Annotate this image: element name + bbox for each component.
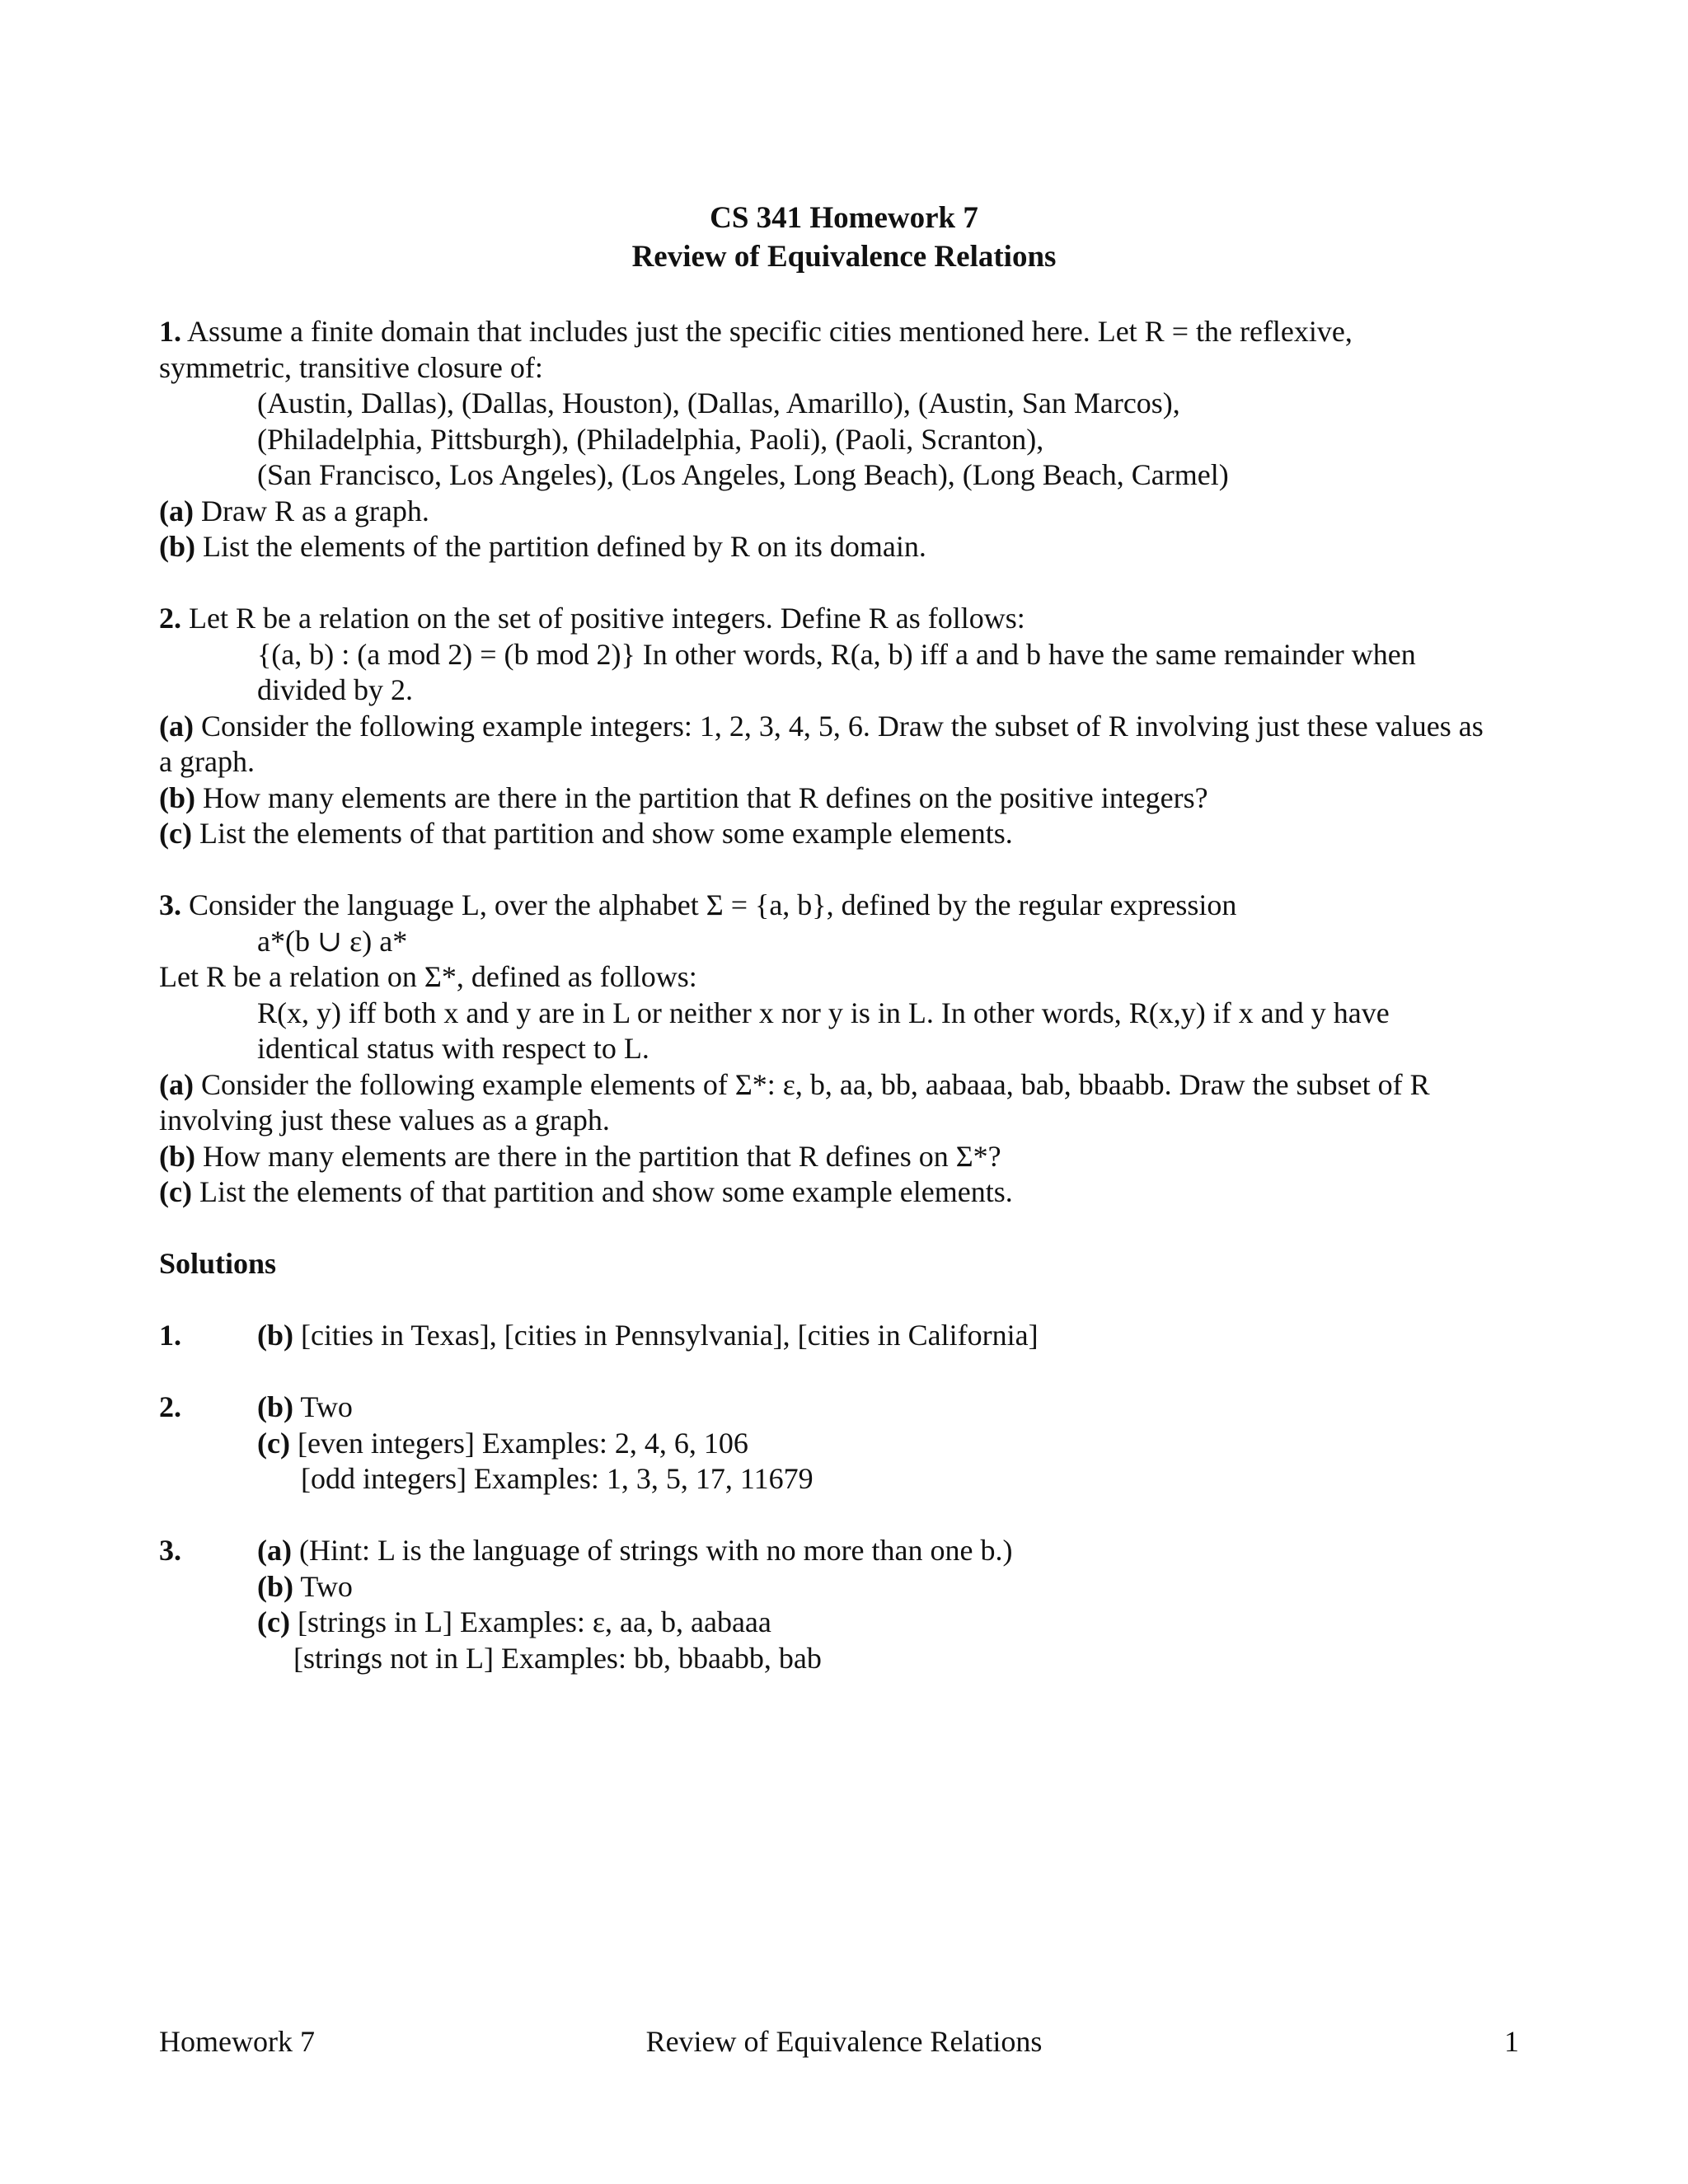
solution-2 (159, 1390, 1544, 1497)
solutions-heading: Solutions (159, 1247, 277, 1280)
answer-text: (Hint: L is the language of strings with no more than one b.) (298, 1534, 1013, 1567)
part-label: (b) (159, 780, 195, 814)
solution-number: 2. (159, 1390, 181, 1423)
part-text: List the elements of that partition and show some example elements. (199, 1175, 1013, 1208)
document-subtitle: Review of Equivalence Relations (631, 240, 1057, 274)
part-text: Draw R as a graph. (200, 494, 429, 527)
part-text: How many elements are there in the partition that R defines on Σ*? (203, 1139, 1001, 1173)
part-text: How many elements are there in the partition that R defines on the positive integers? (203, 780, 1208, 814)
question-text: Let R be a relation on the set of positive integers. Define R as follows: (189, 602, 1025, 635)
relation-pairs-line: (Philadelphia, Pittsburgh), (Philadelphia, Paoli), (Paoli, Scranton), (257, 422, 1044, 456)
solution-number: 3. (159, 1534, 181, 1567)
part-label: (b) (257, 1390, 293, 1423)
answer-text: [strings in L] Examples: ε, aa, b, aabaaa (297, 1605, 771, 1638)
question-text: Let R be a relation on Σ*, defined as follows: (159, 960, 697, 993)
question-text: Consider the language L, over the alphabet Σ = {a, b}, defined by the regular expression (189, 888, 1237, 921)
solution-1 (159, 1318, 1544, 1354)
part-text: List the elements of that partition and show some example elements. (199, 817, 1013, 850)
question-text: symmetric, transitive closure of: (159, 350, 543, 384)
relation-definition: {(a, b) : (a mod 2) = (b mod 2)} In other words, R(a, b) iff a and b have the same remainder when (257, 637, 1416, 671)
part-text: Consider the following example elements of Σ*: ε, b, aa, bb, aabaaa, bab, bbaabb. Draw the subset of R (200, 1067, 1430, 1101)
part-label: (c) (257, 1426, 290, 1460)
part-label: (c) (257, 1605, 290, 1638)
relation-pairs-line: (San Francisco, Los Angeles), (Los Angeles, Long Beach), (Long Beach, Carmel) (257, 458, 1229, 491)
question-number: 1. (159, 315, 181, 348)
question-number: 3. (159, 888, 181, 921)
part-label: (b) (257, 1569, 293, 1603)
solutions-section (159, 1246, 1544, 1676)
relation-definition: R(x, y) iff both x and y are in L or neither x nor y is in L. In other words, R(x,y) if x and y have (257, 996, 1390, 1029)
answer-text: Two (300, 1390, 353, 1423)
part-label: (a) (159, 1067, 194, 1101)
document-title: CS 341 Homework 7 (710, 201, 978, 235)
page-number: 1 (1504, 2025, 1519, 2058)
question-number: 2. (159, 602, 181, 635)
question-1 (159, 314, 1544, 565)
part-label: (c) (159, 817, 192, 850)
relation-pairs-line: (Austin, Dallas), (Dallas, Houston), (Dallas, Amarillo), (Austin, San Marcos), (257, 387, 1180, 419)
part-label: (a) (159, 494, 194, 527)
answer-text: [odd integers] Examples: 1, 3, 5, 17, 11679 (301, 1462, 814, 1495)
answer-text: [strings not in L] Examples: bb, bbaabb, bab (293, 1641, 822, 1675)
page-footer (0, 2024, 1688, 2060)
relation-definition: identical status with respect to L. (257, 1032, 649, 1065)
part-text: a graph. (159, 745, 255, 778)
answer-text: [cities in Texas], [cities in Pennsylvania], [cities in California] (301, 1319, 1039, 1352)
question-text: Assume a finite domain that includes just the specific cities mentioned here. Let R = the reflexive, (187, 315, 1353, 348)
part-text: List the elements of the partition defined by R on its domain. (203, 530, 926, 563)
part-label: (a) (159, 709, 194, 743)
question-2 (159, 601, 1544, 852)
part-text: involving just these values as a graph. (159, 1104, 610, 1137)
regular-expression: a*(b ∪ ε) a* (257, 924, 408, 958)
answer-text: [even integers] Examples: 2, 4, 6, 106 (297, 1426, 748, 1460)
part-label: (b) (159, 1139, 195, 1173)
question-3 (159, 888, 1544, 1211)
part-label: (b) (257, 1319, 293, 1352)
part-label: (a) (257, 1534, 292, 1567)
answer-text: Two (300, 1569, 353, 1603)
footer-left: Homework 7 (159, 2025, 315, 2058)
relation-definition: divided by 2. (257, 673, 413, 706)
solution-3 (159, 1533, 1544, 1676)
part-label: (c) (159, 1175, 192, 1208)
document-body (159, 314, 1544, 1676)
solution-number: 1. (159, 1319, 181, 1352)
part-label: (b) (159, 530, 195, 563)
part-text: Consider the following example integers: 1, 2, 3, 4, 5, 6. Draw the subset of R involving just these values as (200, 709, 1484, 743)
footer-center: Review of Equivalence Relations (645, 2025, 1043, 2058)
